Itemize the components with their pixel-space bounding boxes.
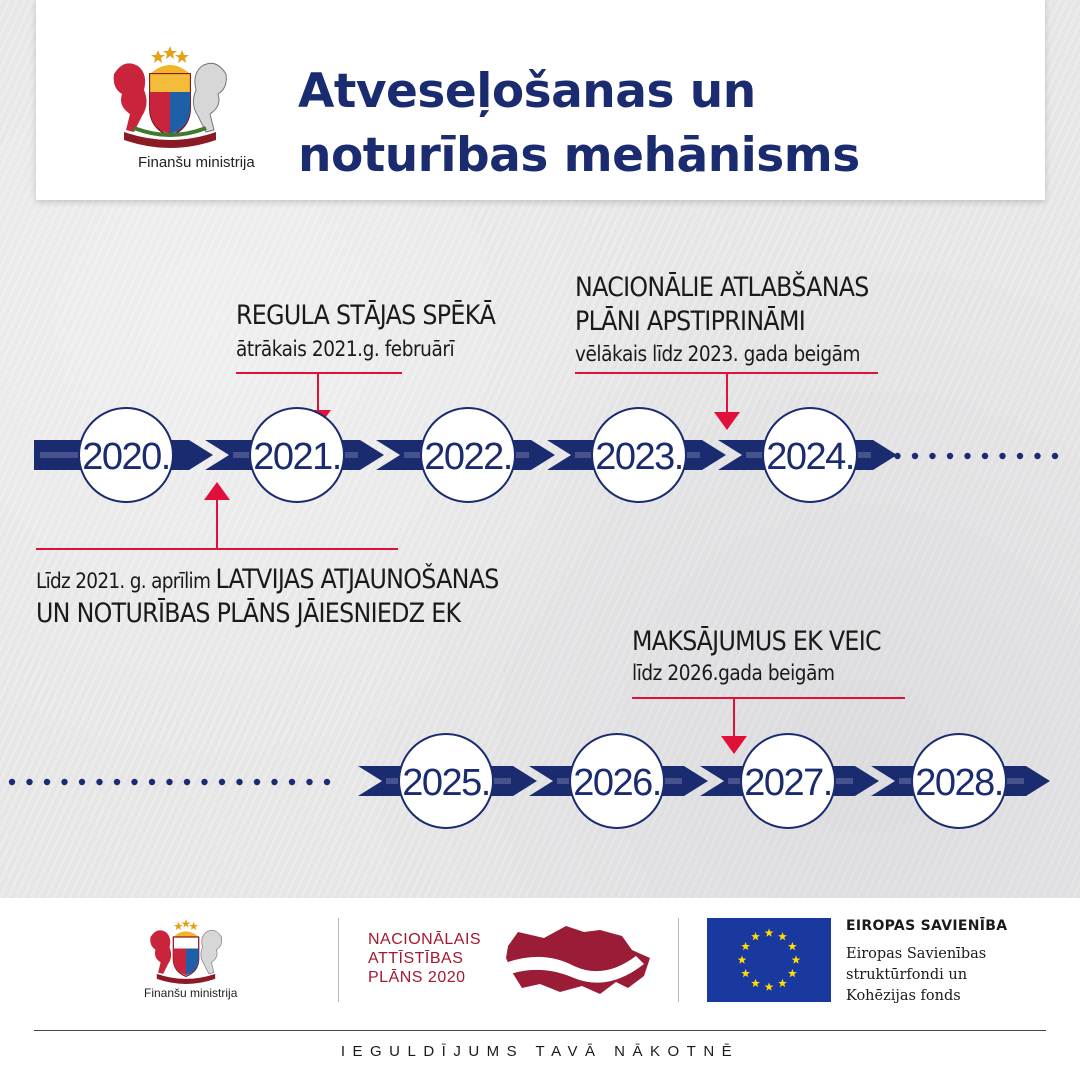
event-regula-sub: ātrākais 2021.g. februārī	[236, 337, 455, 361]
eu-star	[788, 942, 797, 950]
row2-continuation-dot	[61, 779, 67, 785]
event-latvijas-line1	[36, 564, 499, 597]
row2-continuation-dot	[289, 779, 295, 785]
row2-year-label: 2028.	[915, 762, 1003, 804]
row1-continuation-dot	[999, 453, 1005, 459]
row1-continuation-dot	[947, 453, 953, 459]
nap-line3: PLĀNS 2020	[368, 969, 466, 986]
eu-star	[788, 969, 797, 977]
latvijas-pointer-head	[204, 482, 230, 500]
event-latvijas-title-1: LATVIJAS ATJAUNOŠANAS	[215, 564, 499, 595]
row1-continuation-dot	[982, 453, 988, 459]
row2-continuation-dot	[96, 779, 102, 785]
row2-continuation-dot	[79, 779, 85, 785]
row2-continuation-dot	[236, 779, 242, 785]
slogan: IEGULDĪJUMS TAVĀ NĀKOTNĒ	[340, 1043, 740, 1060]
row1-continuation-dot	[877, 453, 883, 459]
eu-title: EIROPAS SAVIENĪBA	[846, 918, 1008, 934]
ministry-label: Finanšu ministrija	[138, 154, 255, 171]
row2-continuation-dot	[149, 779, 155, 785]
row1-continuation-dot	[929, 453, 935, 459]
maksajumus-pointer-head	[721, 736, 747, 754]
row2-continuation-dot	[201, 779, 207, 785]
row2-year-label: 2025.	[402, 762, 490, 804]
nacionalie-pointer-head	[714, 412, 740, 430]
eu-desc-line3: Kohēzijas fonds	[846, 988, 961, 1004]
eu-star	[765, 982, 774, 990]
eu-star	[741, 969, 750, 977]
event-maksajumus-title: MAKSĀJUMUS EK VEIC	[632, 626, 881, 657]
row2-continuation-dot	[184, 779, 190, 785]
row1-year-label: 2024.	[766, 436, 854, 478]
footer-ministry-label: Finanšu ministrija	[144, 986, 238, 1000]
event-latvijas-prefix: Līdz 2021. g. aprīlim	[36, 569, 216, 593]
row2-continuation-dot	[271, 779, 277, 785]
row1-continuation-dot	[912, 453, 918, 459]
eu-star	[765, 928, 774, 936]
eu-star	[792, 955, 801, 963]
footer-separator-2	[678, 918, 679, 1002]
eu-star	[778, 979, 787, 987]
eu-desc-line2: struktūrfondi un	[846, 967, 968, 983]
event-nacionalie-sub: vēlākais līdz 2023. gada beigām	[575, 342, 861, 366]
row2-continuation-dot	[9, 779, 15, 785]
row2-continuation-dot	[131, 779, 137, 785]
row2-continuation-dot	[166, 779, 172, 785]
event-regula-title: REGULA STĀJAS SPĒKĀ	[236, 300, 496, 331]
page-title-line1: Atveseļošanas un	[298, 64, 756, 119]
row2-year-label: 2026.	[573, 762, 661, 804]
row1-year-label: 2020.	[82, 436, 170, 478]
row1-year-label: 2022.	[424, 436, 512, 478]
eu-flag-icon	[707, 918, 831, 1002]
footer-coat-of-arms-icon	[144, 918, 228, 984]
row2-year-label: 2027.	[744, 762, 832, 804]
footer-separator-1	[338, 918, 339, 1002]
nap-line1: NACIONĀLAIS	[368, 931, 482, 948]
latvia-map-icon	[504, 922, 654, 998]
footer-rule	[34, 1030, 1046, 1031]
row2-continuation-dot	[219, 779, 225, 785]
row2-continuation-dot	[324, 779, 330, 785]
row1-year-label: 2023.	[595, 436, 683, 478]
event-latvijas-title-2: UN NOTURĪBAS PLĀNS JĀIESNIEDZ EK	[36, 598, 461, 629]
nap-line2: ATTĪSTĪBAS	[368, 950, 464, 967]
row2-continuation-dot	[306, 779, 312, 785]
row1-continuation-dot	[1017, 453, 1023, 459]
event-nacionalie-title-1: NACIONĀLIE ATLABŠANAS	[575, 272, 869, 303]
page-title-line2: noturības mehānisms	[298, 128, 860, 183]
row1-year-label: 2021.	[253, 436, 341, 478]
eu-star	[778, 932, 787, 940]
row1-continuation-dot	[1034, 453, 1040, 459]
eu-star	[741, 942, 750, 950]
footer	[0, 898, 1080, 1080]
row2-continuation-dot	[114, 779, 120, 785]
event-nacionalie-title-2: PLĀNI APSTIPRINĀMI	[575, 306, 806, 337]
eu-star	[738, 955, 747, 963]
eu-star	[751, 979, 760, 987]
row1-continuation-dot	[894, 453, 900, 459]
row1-continuation-dot	[1052, 453, 1058, 459]
nap-logo-text	[368, 930, 481, 987]
eu-desc-line1: Eiropas Savienības	[846, 946, 987, 962]
event-maksajumus-sub: līdz 2026.gada beigām	[632, 661, 835, 685]
row2-continuation-dot	[26, 779, 32, 785]
row1-continuation-dot	[964, 453, 970, 459]
row2-continuation-dot	[44, 779, 50, 785]
eu-description	[846, 944, 986, 1007]
row2-continuation-dot	[254, 779, 260, 785]
eu-star	[751, 932, 760, 940]
